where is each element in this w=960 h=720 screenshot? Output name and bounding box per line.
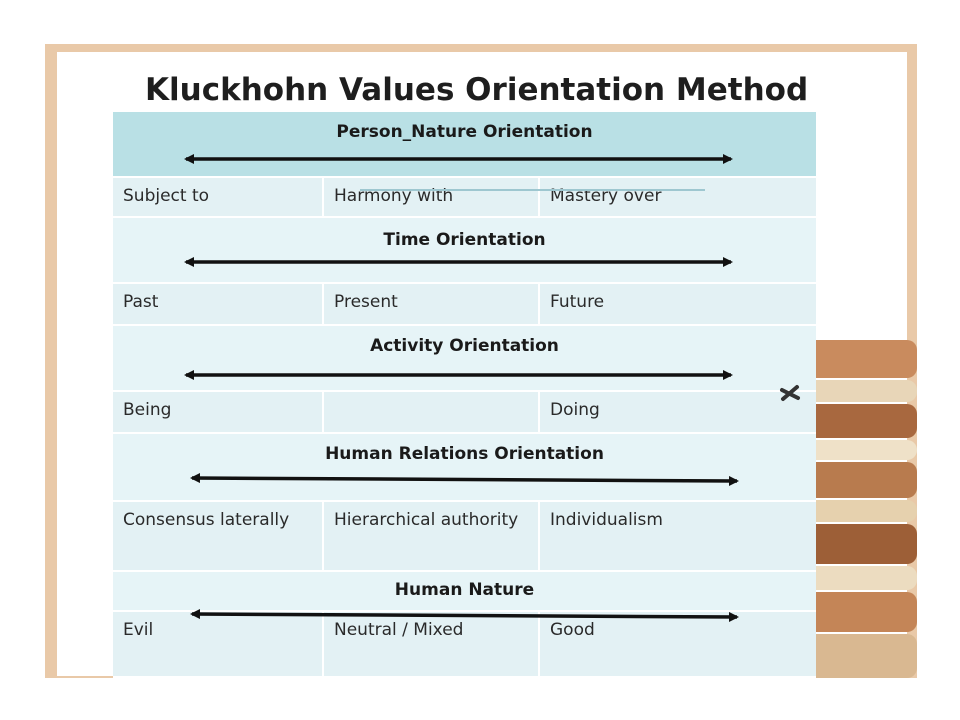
table-cell: Subject to — [113, 178, 324, 216]
table-cell: Present — [324, 284, 540, 324]
orientation-row — [113, 178, 816, 218]
table-cell: Consensus laterally — [113, 502, 324, 570]
table-cell: Good — [550, 620, 595, 640]
orientation-table — [113, 112, 816, 678]
orientation-header — [113, 326, 816, 392]
table-cell — [324, 392, 540, 432]
orientation-row — [113, 284, 816, 326]
orientation-row — [113, 612, 816, 678]
table-cell: Past — [113, 284, 324, 324]
orientation-title: Activity Orientation — [370, 336, 559, 356]
orientation-row — [113, 392, 816, 434]
table-cell: Individualism — [550, 510, 663, 530]
table-cell: Mastery over — [550, 186, 662, 206]
stacked-books-icon — [808, 340, 917, 678]
table-cell: Future — [550, 292, 605, 312]
orientation-header — [113, 572, 816, 612]
slide-title: Kluckhohn Values Orientation Method — [145, 72, 809, 108]
table-cell: Hierarchical authority — [324, 502, 540, 570]
table-cell: Neutral / Mixed — [324, 612, 540, 676]
table-cell: Doing — [550, 400, 600, 420]
orientation-header — [113, 218, 816, 284]
orientation-row — [113, 502, 816, 572]
table-cell: Harmony with — [324, 178, 540, 216]
orientation-title: Time Orientation — [383, 230, 546, 250]
orientation-title: Person_Nature Orientation — [336, 122, 593, 142]
orientation-header — [113, 112, 816, 178]
orientation-header — [113, 434, 816, 502]
orientation-title: Human Nature — [394, 580, 535, 600]
orientation-title: Human Relations Orientation — [325, 444, 604, 464]
table-cell: Evil — [113, 612, 324, 676]
table-cell: Being — [113, 392, 324, 432]
